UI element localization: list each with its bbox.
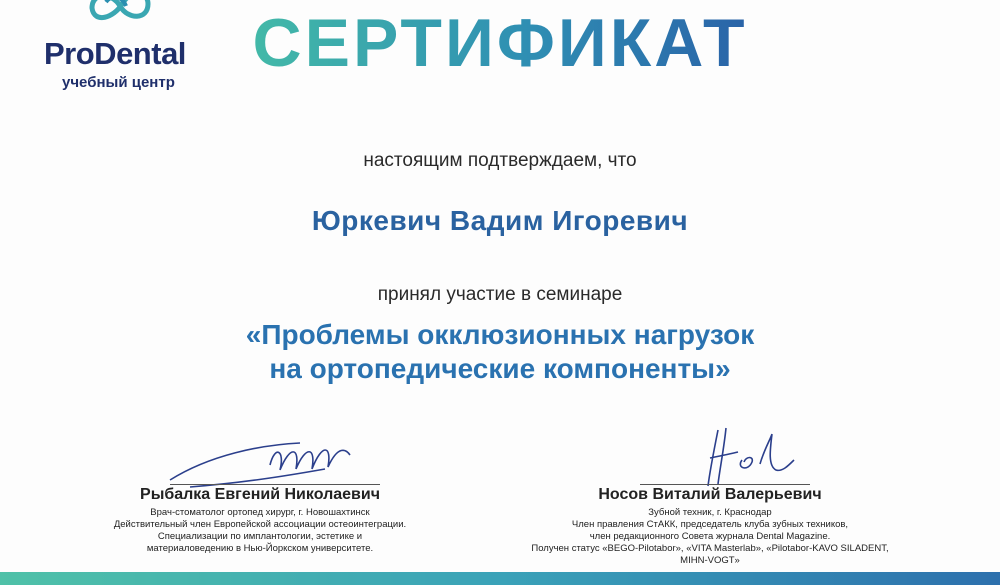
right-signatory-line-2: Член правления СтАКК, председатель клуба зубных техников,: [571, 519, 849, 530]
certificate-title-wrap: [0, 4, 1000, 82]
left-signatory-line-2: Действительный член Европейской ассоциации остеоинтеграции.: [113, 519, 407, 530]
right-signatory: [520, 486, 900, 567]
seminar-title-line-1: «Проблемы окклюзионных нагрузок: [245, 319, 755, 350]
bottom-gradient-band: [0, 572, 1000, 585]
recipient-name: Юркевич Вадим Игоревич: [311, 205, 689, 236]
right-signatory-line-1: Зубной техник, г. Краснодар: [648, 507, 772, 518]
left-signature-line: [170, 484, 380, 485]
right-signatory-line-3: член редакционного Совета журнала Dental Magazine.: [589, 531, 831, 542]
certificate-title: СЕРТИФИКАТ: [252, 5, 748, 81]
seminar-title-line-2: на ортопедические компоненты»: [269, 353, 731, 384]
right-signature-line: [640, 484, 810, 485]
participation-text: принял участие в семинаре: [377, 284, 623, 305]
logo-subtitle: учебный центр: [62, 74, 175, 91]
left-signatory-name: Рыбалка Евгений Николаевич: [140, 486, 380, 503]
right-signatory-line-4: Получен статус «BEGO-Pilotabor», «VITA Masterlab», «Pilotabor-KAVO SILADENT, MIHN-VOGT»: [531, 543, 889, 566]
logo-name: ProDental: [44, 36, 186, 71]
confirm-text: настоящим подтверждаем, что: [363, 150, 637, 171]
left-signatory-line-1: Врач-стоматолог ортопед хирург, г. Новошахтинск: [150, 507, 370, 518]
left-signatory-line-3: Специализации по имплантологии, эстетике и: [157, 531, 363, 542]
right-signatory-name: Носов Виталий Валерьевич: [598, 486, 822, 503]
left-signatory: [110, 486, 410, 555]
right-signature-icon: [690, 420, 810, 490]
left-signatory-line-4: материаловедению в Нью-Йоркском университете.: [146, 543, 374, 554]
